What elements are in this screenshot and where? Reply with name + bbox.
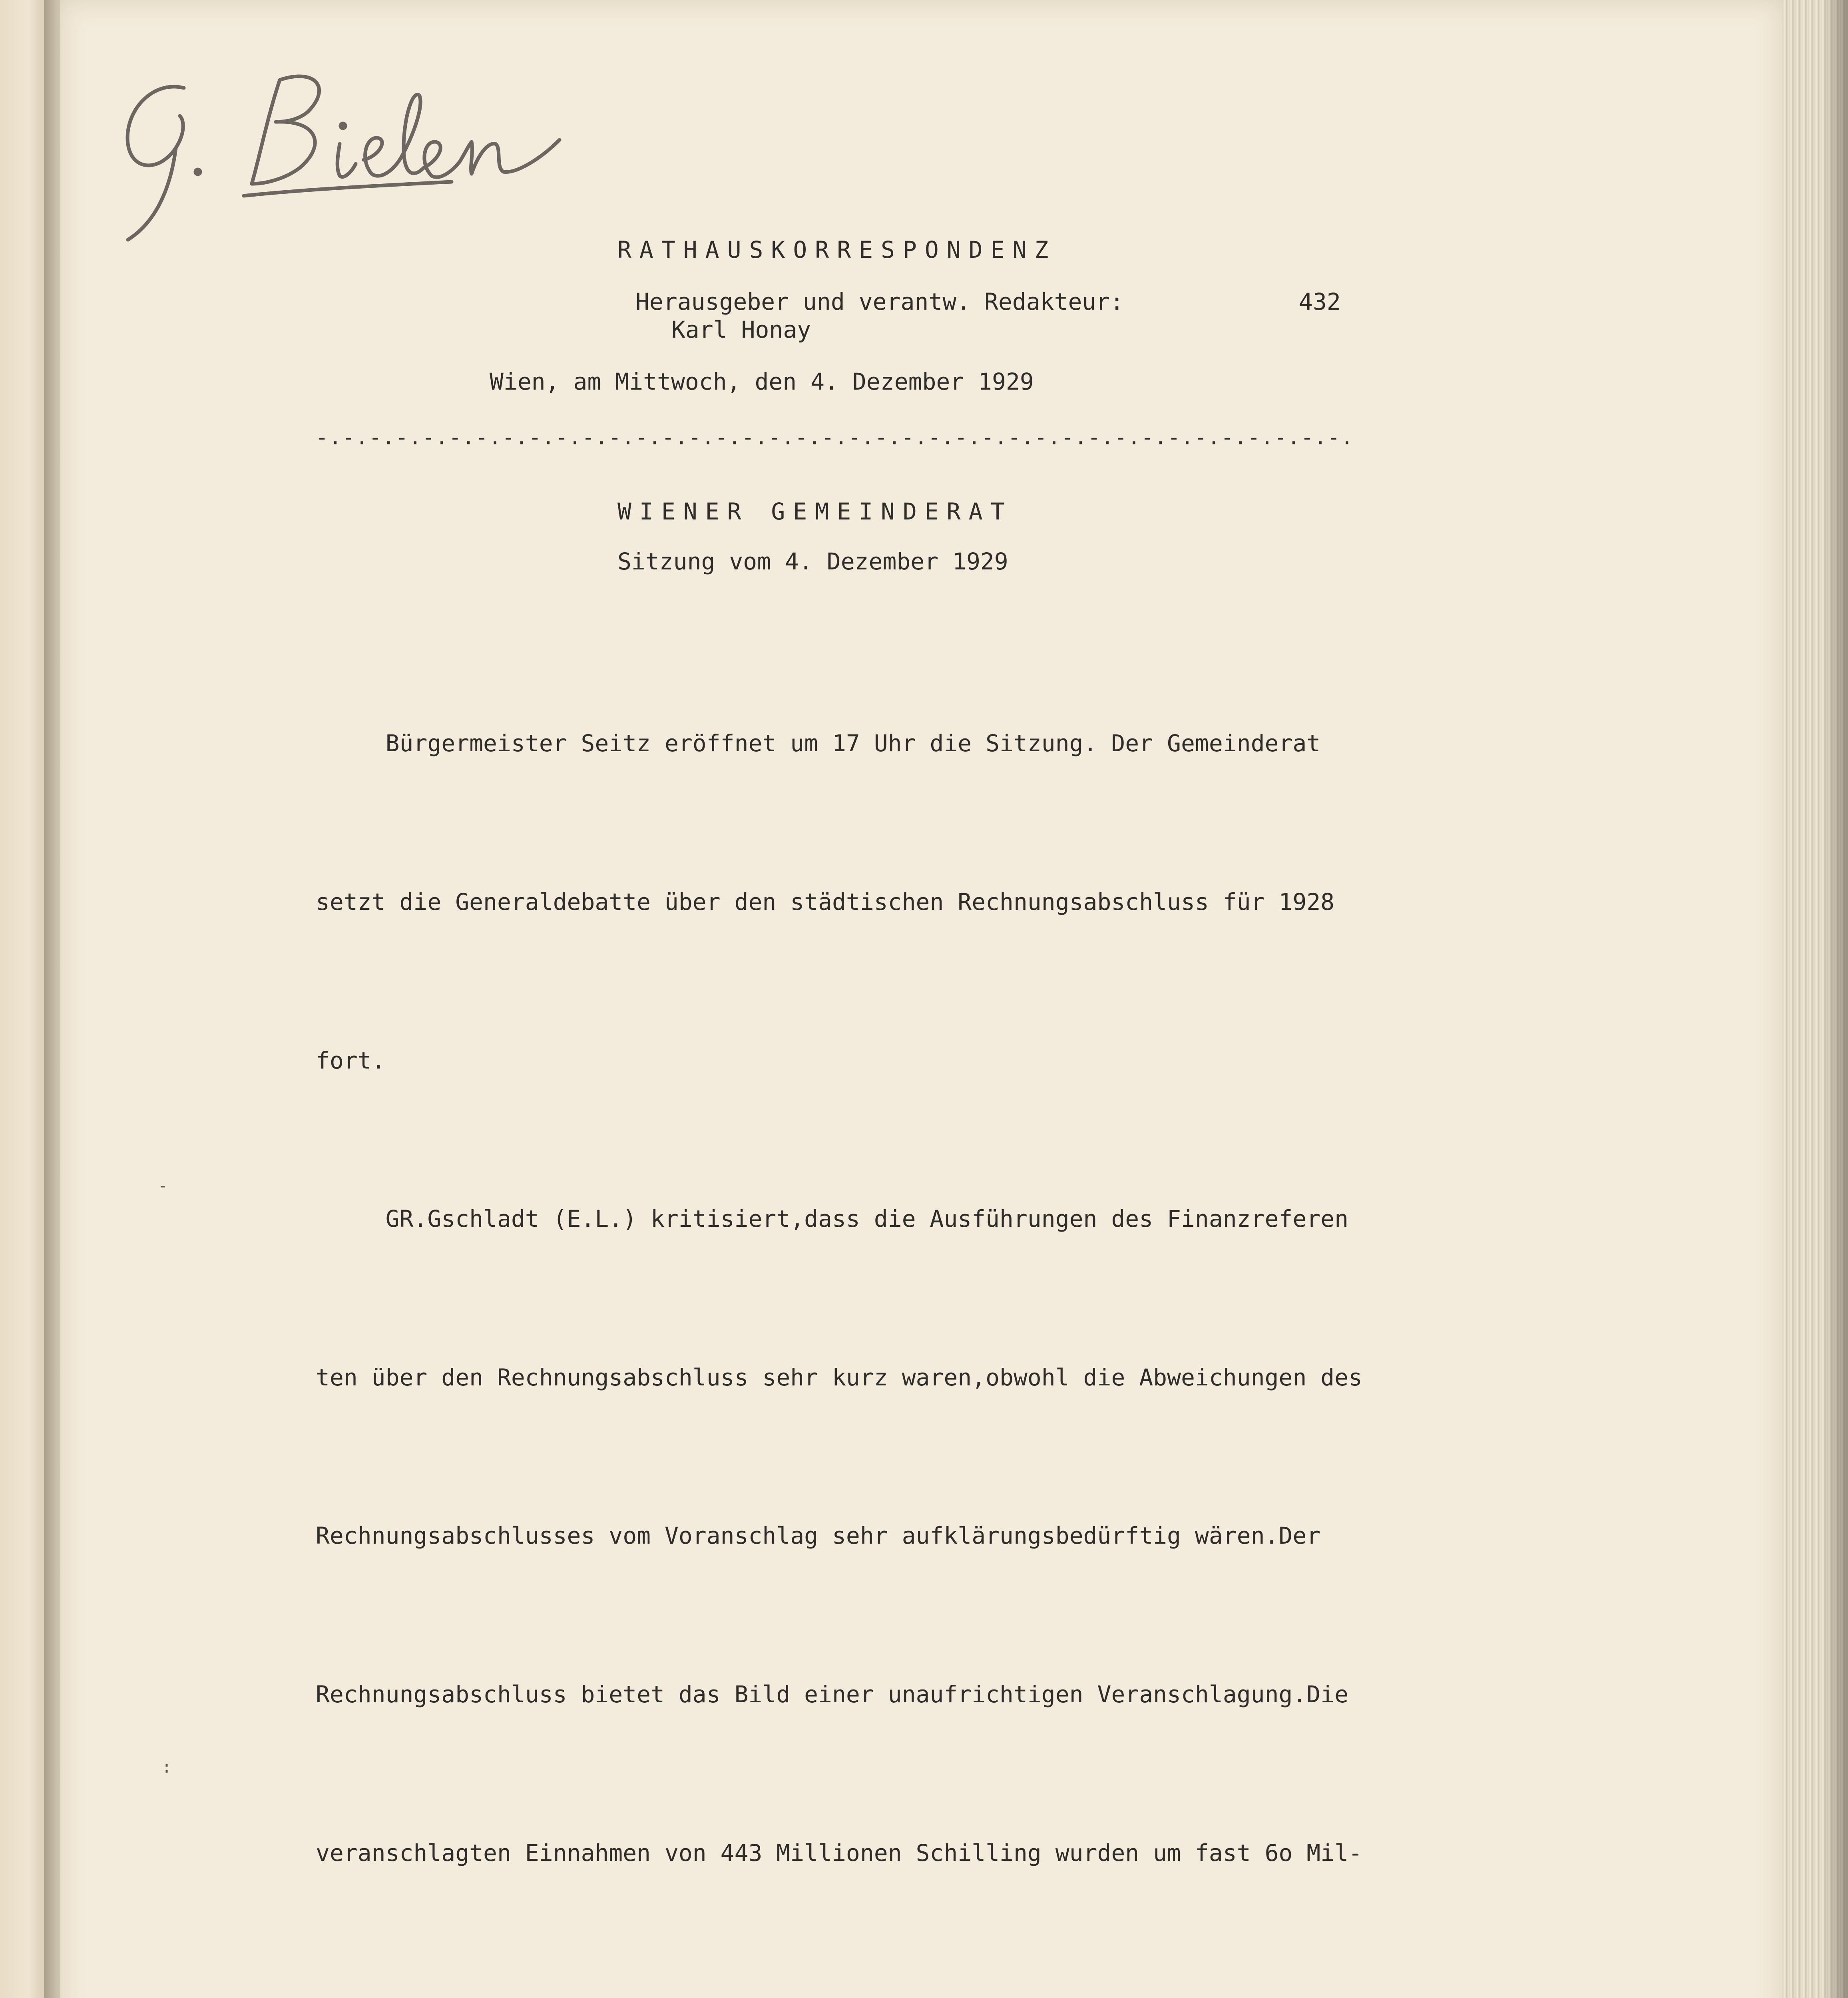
margin-dash-mark: -: [158, 1177, 168, 1195]
session-title: WIENER GEMEINDERAT: [617, 498, 1013, 525]
header-divider: -.-.-.-.-.-.-.-.-.-.-.-.-.-.-.-.-.-.-.-.-.-.-.-.-.-.-.-.-.-.-.-.-.-.-.-.-.-.-.: [316, 426, 1354, 450]
publication-title: RATHAUSKORRESPONDENZ: [617, 236, 1057, 263]
signature-drawing: [92, 52, 651, 260]
page-edge-shadow: [1822, 0, 1848, 1998]
body-line: Rechnungsabschluss bietet das Bild einer unaufrichtigen Veranschlagung.Die: [316, 1681, 1349, 1708]
body-line: setzt die Generaldebatte über den städtischen Rechnungsabschluss für 1928: [316, 888, 1335, 916]
body-line: Rechnungsabschlusses vom Voranschlag sehr aufklärungsbedürftig wären.Der: [316, 1522, 1321, 1550]
body-line: [316, 1985, 1362, 1998]
editor-name: Karl Honay: [671, 316, 811, 343]
page-number: 432: [1299, 288, 1341, 315]
dateline: Wien, am Mittwoch, den 4. Dezember 1929: [490, 368, 1034, 395]
body-line: GR.Gschladt (E.L.) kritisiert,dass die Ausführungen des Finanzreferen: [316, 1205, 1349, 1233]
body-line: Bürgermeister Seitz eröffnet um 17 Uhr die Sitzung. Der Gemeinderat: [316, 730, 1321, 757]
body-line: veranschlagten Einnahmen von 443 Millionen Schilling wurden um fast 6o Mil-: [316, 1839, 1362, 1867]
body-text: [316, 611, 1362, 1998]
handwritten-signature: [92, 52, 651, 260]
publisher-line: Herausgeber und verantw. Redakteur:: [635, 288, 1124, 315]
margin-colon-mark: :: [162, 1758, 172, 1777]
body-line: fort.: [316, 1047, 386, 1074]
body-line: ten über den Rechnungsabschluss sehr kurz waren,obwohl die Abweichungen des: [316, 1363, 1362, 1391]
session-date: Sitzung vom 4. Dezember 1929: [617, 548, 1008, 575]
